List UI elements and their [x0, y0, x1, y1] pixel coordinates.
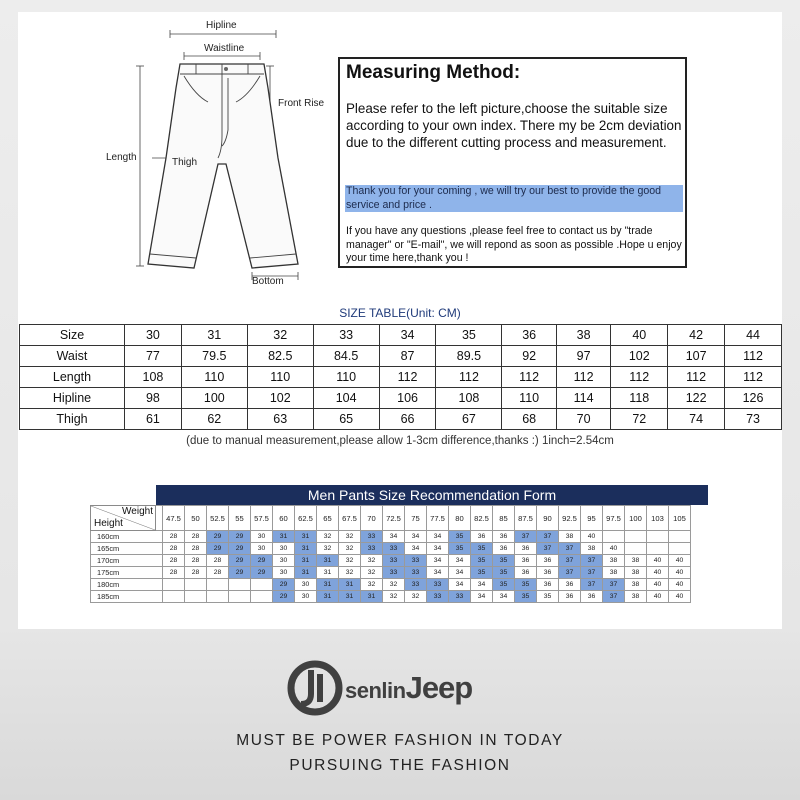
size-cell: 112 — [725, 346, 782, 367]
recommended-size-cell: 32 — [383, 591, 405, 603]
recommended-size-cell: 38 — [625, 579, 647, 591]
weight-header-cell: 65 — [317, 506, 339, 531]
front-rise-label: Front Rise — [278, 98, 325, 109]
recommended-size-cell: 40 — [669, 555, 691, 567]
recommended-size-cell: 35 — [515, 579, 537, 591]
recommended-size-cell: 34 — [471, 579, 493, 591]
recommended-size-cell: 34 — [449, 567, 471, 579]
recommended-size-cell: 28 — [163, 543, 185, 555]
recommended-size-cell: 32 — [339, 567, 361, 579]
weight-header-cell: 62.5 — [295, 506, 317, 531]
recommended-size-cell: 31 — [295, 555, 317, 567]
thigh-label: Thigh — [172, 157, 198, 168]
weight-header-cell: 95 — [581, 506, 603, 531]
size-cell: 112 — [502, 367, 556, 388]
recommended-size-cell: 36 — [493, 543, 515, 555]
recommended-size-cell: 32 — [317, 531, 339, 543]
recommended-size-cell: 32 — [339, 543, 361, 555]
recommended-size-cell: 38 — [625, 555, 647, 567]
size-row-label: Thigh — [20, 409, 125, 430]
size-cell: 34 — [379, 325, 436, 346]
recommended-size-cell: 33 — [383, 555, 405, 567]
recommended-size-cell — [207, 591, 229, 603]
brand-logo — [285, 658, 545, 718]
recommended-size-cell: 32 — [405, 591, 427, 603]
size-cell: 74 — [668, 409, 725, 430]
recommendation-row — [91, 543, 691, 555]
size-cell: 97 — [556, 346, 610, 367]
brand-mark-icon — [287, 660, 343, 716]
recommended-size-cell: 31 — [317, 555, 339, 567]
size-cell: 44 — [725, 325, 782, 346]
recommended-size-cell: 29 — [229, 531, 251, 543]
size-table-row — [20, 409, 782, 430]
height-cell: 185cm — [91, 591, 163, 603]
recommended-size-cell: 29 — [251, 567, 273, 579]
recommended-size-cell: 37 — [559, 567, 581, 579]
weight-height-corner — [90, 505, 156, 531]
weight-header-row — [91, 506, 691, 531]
recommended-size-cell: 37 — [581, 555, 603, 567]
size-table-caption: SIZE TABLE(Unit: CM) — [339, 306, 461, 320]
recommended-size-cell: 33 — [405, 567, 427, 579]
size-cell: 63 — [247, 409, 313, 430]
recommended-size-cell: 29 — [207, 543, 229, 555]
size-cell: 92 — [502, 346, 556, 367]
recommendation-row — [91, 567, 691, 579]
size-row-label: Size — [20, 325, 125, 346]
size-cell: 112 — [668, 367, 725, 388]
thanks-note: Thank you for your coming , we will try our best to provide the good service and price . — [345, 185, 683, 212]
height-cell: 165cm — [91, 543, 163, 555]
recommended-size-cell: 32 — [317, 543, 339, 555]
weight-header-cell: 50 — [185, 506, 207, 531]
size-cell: 110 — [181, 367, 247, 388]
recommended-size-cell: 40 — [669, 579, 691, 591]
recommended-size-cell: 38 — [559, 531, 581, 543]
size-cell: 68 — [502, 409, 556, 430]
recommended-size-cell: 33 — [405, 555, 427, 567]
recommended-size-cell: 35 — [493, 555, 515, 567]
size-cell: 118 — [611, 388, 668, 409]
recommended-size-cell: 32 — [361, 579, 383, 591]
recommended-size-cell — [669, 543, 691, 555]
recommended-size-cell: 31 — [295, 567, 317, 579]
hipline-label: Hipline — [206, 20, 237, 31]
recommended-size-cell: 28 — [185, 531, 207, 543]
weight-header-cell: 67.5 — [339, 506, 361, 531]
recommended-size-cell: 35 — [515, 591, 537, 603]
size-cell: 114 — [556, 388, 610, 409]
size-cell: 61 — [125, 409, 182, 430]
size-cell: 112 — [556, 367, 610, 388]
recommended-size-cell: 34 — [471, 591, 493, 603]
recommended-size-cell: 36 — [515, 555, 537, 567]
length-label: Length — [106, 152, 137, 163]
recommended-size-cell — [603, 531, 625, 543]
size-cell: 77 — [125, 346, 182, 367]
recommended-size-cell: 34 — [383, 531, 405, 543]
bottom-label: Bottom — [252, 276, 284, 287]
recommended-size-cell: 34 — [427, 543, 449, 555]
size-cell: 102 — [247, 388, 313, 409]
recommended-size-cell: 37 — [559, 555, 581, 567]
weight-header-cell: 57.5 — [251, 506, 273, 531]
weight-header-cell: 72.5 — [383, 506, 405, 531]
weight-header-cell: 55 — [229, 506, 251, 531]
recommended-size-cell: 36 — [515, 567, 537, 579]
waistline-label: Waistline — [204, 43, 245, 54]
recommended-size-cell: 36 — [559, 591, 581, 603]
weight-label: Weight — [122, 506, 153, 517]
recommended-size-cell: 40 — [647, 555, 669, 567]
recommended-size-cell — [251, 591, 273, 603]
size-cell: 107 — [668, 346, 725, 367]
recommended-size-cell — [185, 579, 207, 591]
brand-name — [345, 670, 472, 706]
recommended-size-cell: 33 — [405, 579, 427, 591]
recommended-size-cell — [625, 543, 647, 555]
recommended-size-cell: 34 — [405, 531, 427, 543]
recommended-size-cell: 35 — [471, 567, 493, 579]
recommended-size-cell: 35 — [493, 567, 515, 579]
recommended-size-cell — [163, 591, 185, 603]
recommended-size-cell — [229, 579, 251, 591]
recommendation-row — [91, 555, 691, 567]
recommended-size-cell: 33 — [427, 579, 449, 591]
recommended-size-cell: 40 — [669, 591, 691, 603]
recommended-size-cell: 29 — [229, 555, 251, 567]
size-cell: 108 — [125, 367, 182, 388]
recommended-size-cell: 31 — [317, 579, 339, 591]
recommended-size-cell: 30 — [273, 543, 295, 555]
recommended-size-cell: 29 — [229, 567, 251, 579]
size-cell: 87 — [379, 346, 436, 367]
size-table-row — [20, 346, 782, 367]
method-instructions: Please refer to the left picture,choose the suitable size according to your own index. There my be 2cm deviation due to the different cutting process and measurement. — [346, 101, 682, 150]
size-cell: 110 — [502, 388, 556, 409]
recommended-size-cell: 33 — [427, 591, 449, 603]
size-cell: 72 — [611, 409, 668, 430]
size-cell: 67 — [436, 409, 502, 430]
size-table-row — [20, 367, 782, 388]
recommended-size-cell: 38 — [603, 555, 625, 567]
size-cell: 112 — [379, 367, 436, 388]
size-cell: 33 — [313, 325, 379, 346]
height-cell: 170cm — [91, 555, 163, 567]
recommended-size-cell: 30 — [273, 555, 295, 567]
size-cell: 112 — [725, 367, 782, 388]
recommended-size-cell: 31 — [273, 531, 295, 543]
recommended-size-cell: 29 — [273, 591, 295, 603]
recommended-size-cell: 37 — [515, 531, 537, 543]
recommended-size-cell: 35 — [537, 591, 559, 603]
recommended-size-cell: 33 — [449, 591, 471, 603]
recommended-size-cell: 32 — [339, 555, 361, 567]
recommended-size-cell: 31 — [317, 591, 339, 603]
recommended-size-cell: 37 — [581, 567, 603, 579]
size-cell: 70 — [556, 409, 610, 430]
recommendation-row — [91, 591, 691, 603]
size-cell: 31 — [181, 325, 247, 346]
weight-header-cell: 47.5 — [163, 506, 185, 531]
recommended-size-cell: 40 — [581, 531, 603, 543]
size-cell: 112 — [611, 367, 668, 388]
size-row-label: Hipline — [20, 388, 125, 409]
recommended-size-cell: 31 — [295, 543, 317, 555]
weight-header-cell: 105 — [669, 506, 691, 531]
recommended-size-cell: 31 — [339, 579, 361, 591]
recommended-size-cell: 35 — [493, 579, 515, 591]
recommended-size-cell — [229, 591, 251, 603]
size-row-label: Waist — [20, 346, 125, 367]
recommended-size-cell: 28 — [163, 567, 185, 579]
recommended-size-cell — [625, 531, 647, 543]
weight-header-cell: 97.5 — [603, 506, 625, 531]
recommended-size-cell: 33 — [383, 543, 405, 555]
weight-header-cell: 77.5 — [427, 506, 449, 531]
recommended-size-cell: 35 — [449, 543, 471, 555]
size-table — [19, 324, 782, 430]
recommended-size-cell: 37 — [537, 543, 559, 555]
recommended-size-cell — [647, 531, 669, 543]
weight-header-cell: 92.5 — [559, 506, 581, 531]
recommended-size-cell: 34 — [427, 555, 449, 567]
recommended-size-cell: 36 — [537, 579, 559, 591]
recommended-size-cell: 32 — [339, 531, 361, 543]
recommended-size-cell: 31 — [295, 531, 317, 543]
recommended-size-cell: 28 — [163, 531, 185, 543]
brand-name-part2: Jeep — [405, 670, 473, 705]
measurement-note: (due to manual measurement,please allow 1-3cm difference,thanks :) 1inch=2.54cm — [186, 435, 614, 447]
slogan-line-1: MUST BE POWER FASHION IN TODAY — [236, 732, 564, 749]
recommended-size-cell: 29 — [207, 531, 229, 543]
recommended-size-cell: 35 — [471, 555, 493, 567]
recommended-size-cell: 36 — [537, 567, 559, 579]
recommended-size-cell: 32 — [361, 567, 383, 579]
height-cell: 175cm — [91, 567, 163, 579]
method-title: Measuring Method: — [346, 62, 521, 83]
weight-header-cell: 87.5 — [515, 506, 537, 531]
recommended-size-cell: 40 — [647, 591, 669, 603]
size-cell: 36 — [502, 325, 556, 346]
recommended-size-cell: 40 — [603, 543, 625, 555]
recommended-size-cell: 28 — [185, 555, 207, 567]
recommended-size-cell: 28 — [207, 555, 229, 567]
weight-header-cell: 70 — [361, 506, 383, 531]
weight-header-cell: 80 — [449, 506, 471, 531]
recommendation-row — [91, 531, 691, 543]
weight-header-cell: 100 — [625, 506, 647, 531]
recommended-size-cell: 33 — [361, 531, 383, 543]
recommended-size-cell: 30 — [273, 567, 295, 579]
recommended-size-cell — [207, 579, 229, 591]
recommended-size-cell: 30 — [295, 579, 317, 591]
recommended-size-cell: 29 — [229, 543, 251, 555]
recommended-size-cell: 36 — [581, 591, 603, 603]
size-cell: 108 — [436, 388, 502, 409]
recommended-size-cell: 32 — [383, 579, 405, 591]
weight-header-cell: 60 — [273, 506, 295, 531]
recommended-size-cell: 40 — [669, 567, 691, 579]
recommended-size-cell: 32 — [361, 555, 383, 567]
recommended-size-cell: 36 — [493, 531, 515, 543]
size-cell: 79.5 — [181, 346, 247, 367]
size-cell: 73 — [725, 409, 782, 430]
slogan-line-2: PURSUING THE FASHION — [289, 757, 511, 774]
recommended-size-cell — [669, 531, 691, 543]
size-cell: 32 — [247, 325, 313, 346]
recommended-size-cell: 36 — [471, 531, 493, 543]
recommended-size-cell: 30 — [251, 531, 273, 543]
recommendation-grid — [90, 505, 691, 603]
recommended-size-cell: 31 — [361, 591, 383, 603]
recommended-size-cell: 35 — [471, 543, 493, 555]
weight-header-cell: 52.5 — [207, 506, 229, 531]
recommended-size-cell: 33 — [361, 543, 383, 555]
size-cell: 66 — [379, 409, 436, 430]
weight-header-cell: 85 — [493, 506, 515, 531]
recommended-size-cell: 29 — [273, 579, 295, 591]
pants-diagram — [100, 18, 340, 293]
recommended-size-cell: 38 — [625, 591, 647, 603]
size-cell: 65 — [313, 409, 379, 430]
recommended-size-cell: 30 — [295, 591, 317, 603]
size-cell: 62 — [181, 409, 247, 430]
height-cell: 160cm — [91, 531, 163, 543]
recommended-size-cell: 36 — [559, 579, 581, 591]
size-cell: 100 — [181, 388, 247, 409]
size-cell: 110 — [247, 367, 313, 388]
size-cell: 89.5 — [436, 346, 502, 367]
size-cell: 42 — [668, 325, 725, 346]
recommended-size-cell: 40 — [647, 567, 669, 579]
recommended-size-cell: 29 — [251, 555, 273, 567]
recommended-size-cell: 28 — [163, 555, 185, 567]
recommended-size-cell: 34 — [449, 579, 471, 591]
recommended-size-cell: 37 — [603, 579, 625, 591]
size-table-row — [20, 388, 782, 409]
recommended-size-cell: 34 — [449, 555, 471, 567]
recommended-size-cell: 34 — [493, 591, 515, 603]
size-cell: 112 — [436, 367, 502, 388]
weight-header-cell: 90 — [537, 506, 559, 531]
size-cell: 35 — [436, 325, 502, 346]
recommended-size-cell: 38 — [625, 567, 647, 579]
size-cell: 104 — [313, 388, 379, 409]
size-cell: 110 — [313, 367, 379, 388]
size-cell: 122 — [668, 388, 725, 409]
recommended-size-cell: 38 — [603, 567, 625, 579]
recommended-size-cell — [647, 543, 669, 555]
recommended-size-cell — [163, 579, 185, 591]
recommended-size-cell: 37 — [581, 579, 603, 591]
height-label: Height — [94, 518, 123, 529]
recommendation-title: Men Pants Size Recommendation Form — [156, 485, 708, 505]
recommended-size-cell: 28 — [185, 543, 207, 555]
recommended-size-cell: 33 — [383, 567, 405, 579]
size-table-row — [20, 325, 782, 346]
height-cell: 180cm — [91, 579, 163, 591]
size-cell: 126 — [725, 388, 782, 409]
recommended-size-cell: 28 — [185, 567, 207, 579]
recommended-size-cell: 30 — [251, 543, 273, 555]
weight-header-cell: 75 — [405, 506, 427, 531]
recommended-size-cell — [185, 591, 207, 603]
size-row-label: Length — [20, 367, 125, 388]
recommended-size-cell: 38 — [581, 543, 603, 555]
size-cell: 40 — [611, 325, 668, 346]
size-cell: 30 — [125, 325, 182, 346]
recommended-size-cell: 34 — [405, 543, 427, 555]
size-cell: 38 — [556, 325, 610, 346]
recommended-size-cell: 36 — [537, 555, 559, 567]
recommended-size-cell: 31 — [317, 567, 339, 579]
recommended-size-cell: 34 — [427, 567, 449, 579]
recommended-size-cell: 37 — [559, 543, 581, 555]
size-cell: 102 — [611, 346, 668, 367]
size-cell: 106 — [379, 388, 436, 409]
measuring-method-box — [338, 57, 687, 268]
recommended-size-cell: 37 — [603, 591, 625, 603]
contact-note: If you have any questions ,please feel free to contact us by "trade manager" or "E-mail", we will repond as soon as possible .Hope u enjoy your time here,thank you ! — [346, 225, 682, 264]
weight-header-cell: 103 — [647, 506, 669, 531]
recommended-size-cell: 28 — [207, 567, 229, 579]
size-cell: 98 — [125, 388, 182, 409]
recommended-size-cell: 35 — [449, 531, 471, 543]
size-cell: 84.5 — [313, 346, 379, 367]
recommended-size-cell: 34 — [427, 531, 449, 543]
recommended-size-cell: 36 — [515, 543, 537, 555]
recommendation-row — [91, 579, 691, 591]
recommended-size-cell: 40 — [647, 579, 669, 591]
weight-header-cell: 82.5 — [471, 506, 493, 531]
recommended-size-cell — [251, 579, 273, 591]
recommended-size-cell: 37 — [537, 531, 559, 543]
size-cell: 82.5 — [247, 346, 313, 367]
brand-name-part1: senlin — [345, 678, 406, 703]
recommended-size-cell: 31 — [339, 591, 361, 603]
